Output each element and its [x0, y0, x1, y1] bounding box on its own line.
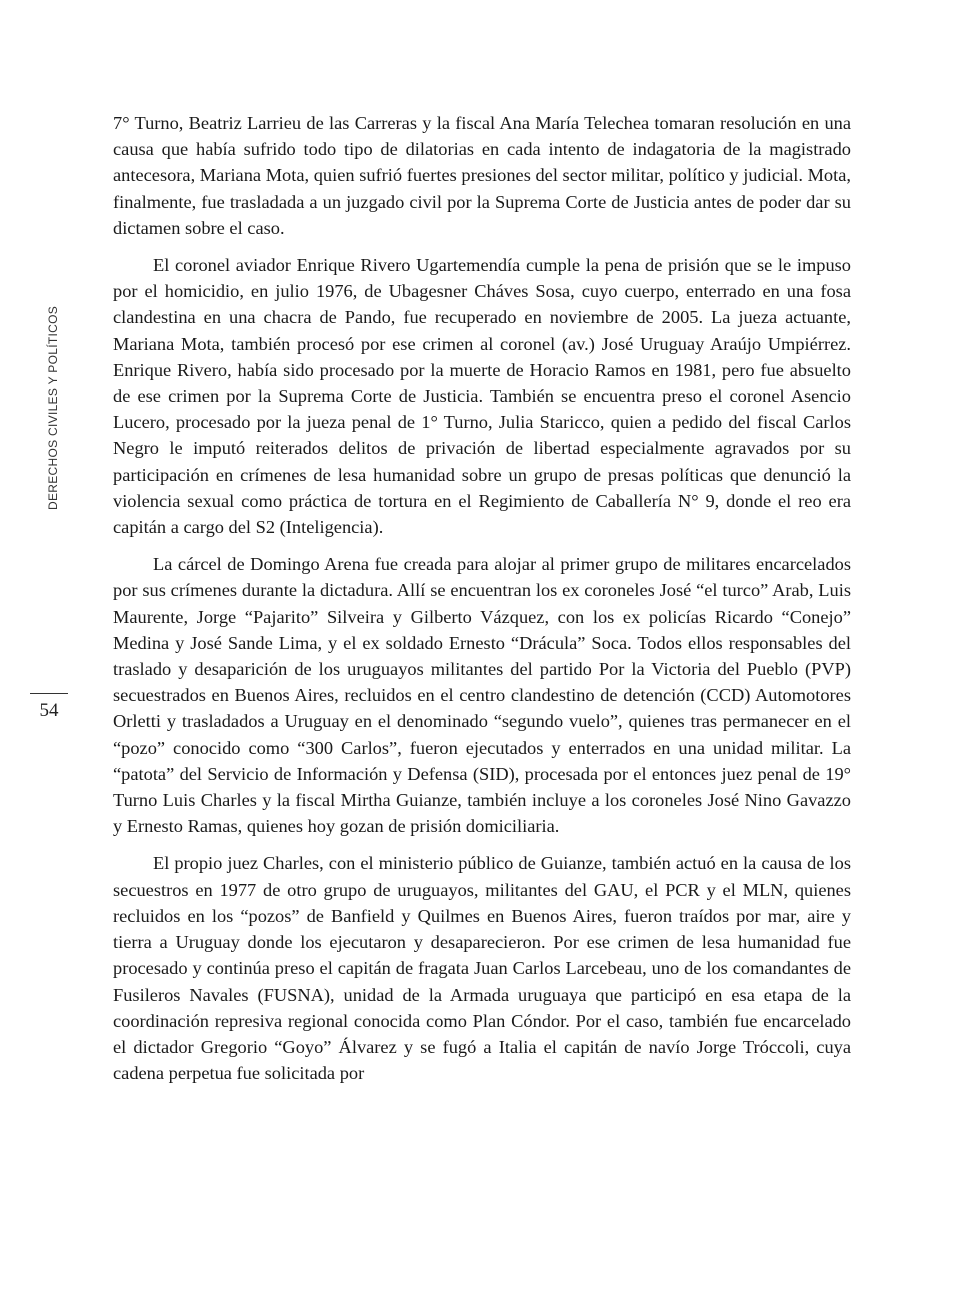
paragraph: El propio juez Charles, con el ministerio público de Guianze, también actuó en la causa de los secuestros en 1977 de otro grupo de uruguayos, militantes del GAU, el PCR y el MLN, quienes recluidos en los “pozos” de Banfield y Quilmes en Buenos Aires, fueron traídos por mar, aire y tierra a Uruguay donde los ejecutaron y desaparecieron. Por ese crimen de lesa humanidad fue procesado y continúa preso el capitán de fragata Juan Carlos Larcebeau, uno de los comandantes de Fusileros Navales (FUSNA), unidad de la Armada uruguaya que participó en esa etapa de la coordinación represiva regional conocida como Plan Cóndor. Por el caso, también fue encarcelado el dictador Gregorio “Goyo” Álvarez y se fugó a Italia el capitán de navío Jorge Tróccoli, cuya cadena perpetua fue solicitada por [113, 853, 851, 1084]
paragraph: La cárcel de Domingo Arena fue creada para alojar al primer grupo de militares encarcelados por sus crímenes durante la dictadura. Allí se encuentran los ex coroneles José “el turco” Arab, Luis Maurente, Jorge “Pajarito” Silveira y Gilberto Vázquez, con los ex policías Ricardo “Conejo” Medina y José Sande Lima, y el ex soldado Ernesto “Drácula” Soca. Todos ellos responsables del traslado y desaparición de los uruguayos militantes del partido Por la Victoria del Pueblo (PVP) secuestrados en Buenos Aires, recluidos en el centro clandestino de detención (CCD) Automotores Orletti y trasladados a Uruguay en el denominado “segundo vuelo”, quienes tras permanecer en el “pozo” conocido como “300 Carlos”, fueron ejecutados y enterrados en una unidad militar. La “patota” del Servicio de Información y Defensa (SID), procesada por el entonces juez penal de 19° Turno Luis Charles y la fiscal Mirtha Guianze, también incluye a los coroneles José Nino Gavazzo y Ernesto Ramas, quienes hoy gozan de prisión domiciliaria. [113, 554, 851, 837]
body-text [113, 110, 851, 1097]
paragraph-continued: 7° Turno, Beatriz Larrieu de las Carreras y la fiscal Ana María Telechea tomaran resolución en una causa que había sufrido todo tipo de dilatorias en cada intento de indagatoria de la magistrado antecesora, Mariana Mota, quien sufrió fuertes presiones del sector militar, político y judicial. Mota, finalmente, fue trasladada a un juzgado civil por la Suprema Corte de Justicia antes de poder dar su dictamen sobre el caso. [113, 113, 851, 238]
page-number: 54 [39, 700, 59, 721]
page-number-rule [30, 693, 68, 694]
paragraph: El coronel aviador Enrique Rivero Ugartemendía cumple la pena de prisión que se le impuso por el homicidio, en julio 1976, de Ubagesner Cháves Sosa, cuyo cuerpo, enterrado en una fosa clandestina en una chacra de Pando, fue recuperado en noviembre de 2005. La jueza actuante, Mariana Mota, también procesó por ese crimen al coronel (av.) José Uruguay Araújo Umpiérrez. Enrique Rivero, había sido procesado por la muerte de Horacio Ramos en 1981, pero fue absuelto de ese crimen por la Suprema Corte de Justicia. También se encuentra preso el coronel Asencio Lucero, procesado por la jueza penal de 1° Turno, Julia Staricco, quien a pedido del fiscal Carlos Negro le imputó reiterados delitos de privación de libertad especialmente agravados por su participación en crímenes de lesa humanidad sobre un grupo de presas políticas que denunció la violencia sexual como práctica de tortura en el Regimiento de Caballería N° 9, donde el reo era capitán a cargo del S2 (Inteligencia). [113, 255, 851, 538]
running-section-title: DERECHOS CIVILES Y POLÍTICOS [46, 305, 60, 510]
